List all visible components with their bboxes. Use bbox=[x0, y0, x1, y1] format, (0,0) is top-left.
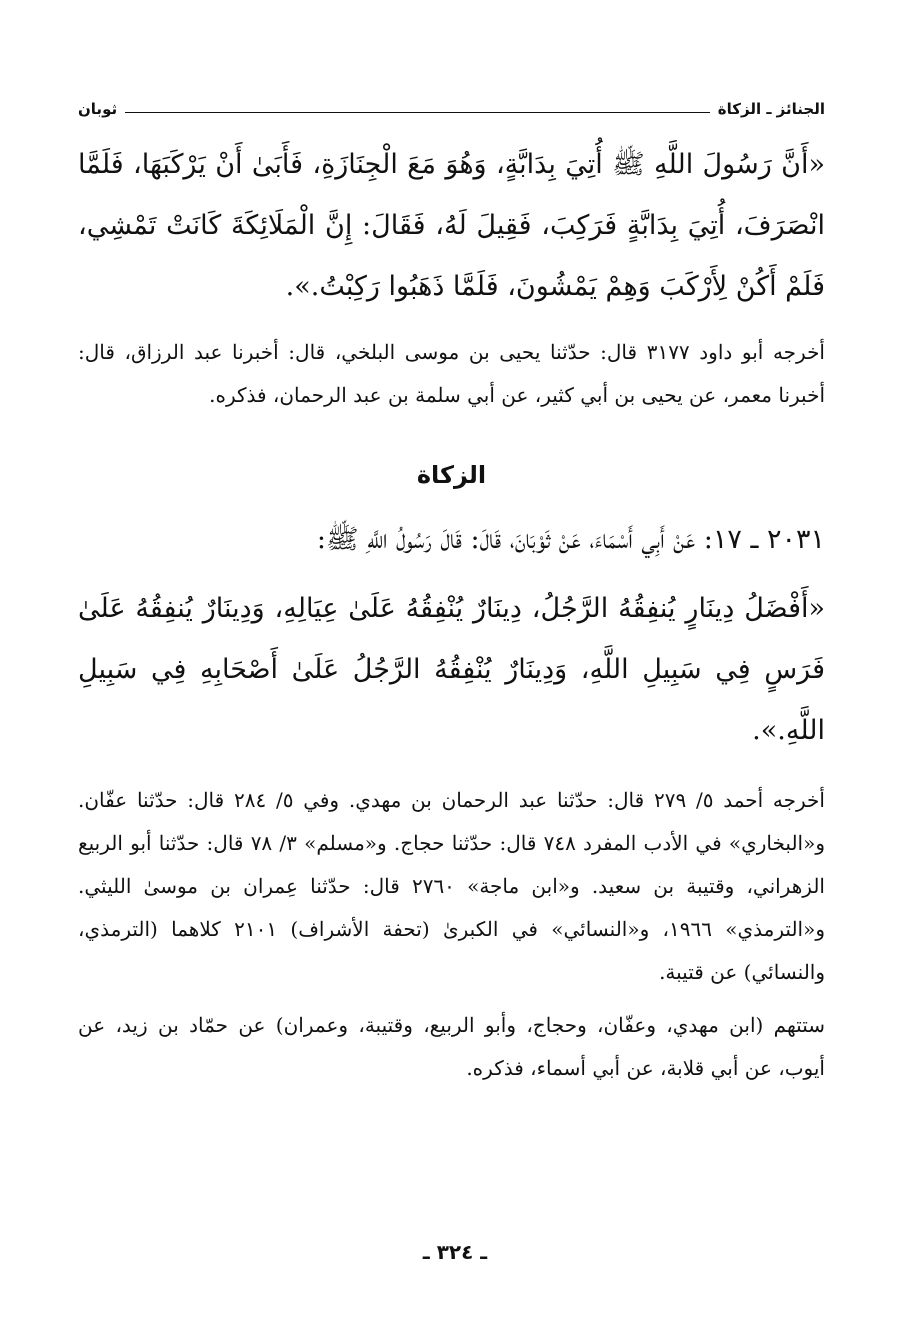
running-header bbox=[78, 92, 825, 118]
header-chapter-title: الجنائز ـ الزكاة bbox=[717, 100, 825, 118]
takhrij-paragraph-1: أخرجه أبو داود ٣١٧٧ قال: حدّثنا يحيى بن موسى البلخي، قال: أخبرنا عبد الرزاق، قال: أخبرنا معمر، عن يحيى بن أبي كثير، عن أبي سلمة بن عبد الرحمان، فذكره. bbox=[78, 340, 825, 407]
hadith-text-1: «أَنَّ رَسُولَ اللَّهِ ﷺ أُتِيَ بِدَابَّةٍ، وَهُوَ مَعَ الْجِنَازَةِ، فَأَبَىٰ أَنْ يَرْكَبَهَا، فَلَمَّا انْصَرَفَ، أُتِيَ بِدَابَّةٍ فَرَكِبَ، فَقِيلَ لَهُ، فَقَالَ: إِنَّ الْمَلَائِكَةَ كَانَتْ تَمْشِي، فَلَمْ أَكُنْ لِأَرْكَبَ وَهِمْ يَمْشُونَ، فَلَمَّا ذَهَبُوا رَكِبْتُ.». bbox=[78, 149, 825, 302]
section-title: الزكاة bbox=[416, 461, 487, 489]
takhrij-paragraph-2: أخرجه أحمد ٥/ ٢٧٩ قال: حدّثنا عبد الرحمان بن مهدي. وفي ٥/ ٢٨٤ قال: حدّثنا عفّان. و«البخاري» في الأدب المفرد ٧٤٨ قال: حدّثنا حجاج. و«مسلم» ٣/ ٧٨ قال: حدّثنا أبو الربيع الزهراني، وقتيبة بن سعيد. و«ابن ماجة» ٢٧٦٠ قال: حدّثنا عِمران بن موسىٰ الليثي. و«الترمذي» ١٩٦٦، و«النسائي» في الكبرىٰ (تحفة الأشراف) ٢١٠١ كلاهما (الترمذي، والنسائي) عن قتيبة. bbox=[78, 788, 826, 984]
document-page bbox=[78, 92, 825, 1090]
takhrij-paragraph-3: ستتهم (ابن مهدي، وعفّان، وحجاج، وأبو الربيع، وقتيبة، وعمران) عن حمّاد بن زيد، عن أيوب، عن أبي قلابة، عن أبي أسماء، فذكره. bbox=[78, 1013, 825, 1080]
header-rule bbox=[125, 112, 710, 113]
hadith-text-2: «أَفْضَلُ دِينَارٍ يُنفِقُهُ الرَّجُلُ، دِينَارٌ يُنْفِقُهُ عَلَىٰ عِيَالِهِ، وَدِينَارٌ يُنفِقُهُ عَلَىٰ فَرَسٍ فِي سَبِيلِ اللَّهِ، وَدِينَارٌ يُنْفِقُهُ الرَّجُلُ عَلَىٰ أَصْحَابِهِ فِي سَبِيلِ اللَّهِ.». bbox=[78, 593, 825, 746]
hadith-2-intro: ٢٠٣١ ـ ١٧: عَنْ أَبِي أَسْمَاءَ، عَنْ ثَوْبَانَ، قَالَ: قَالَ رَسُولُ اللَّهِ ﷺ: bbox=[316, 524, 825, 555]
header-narrator-name: ثوبان bbox=[78, 100, 118, 118]
page-number: ـ ٣٢٤ ـ bbox=[422, 1240, 488, 1264]
